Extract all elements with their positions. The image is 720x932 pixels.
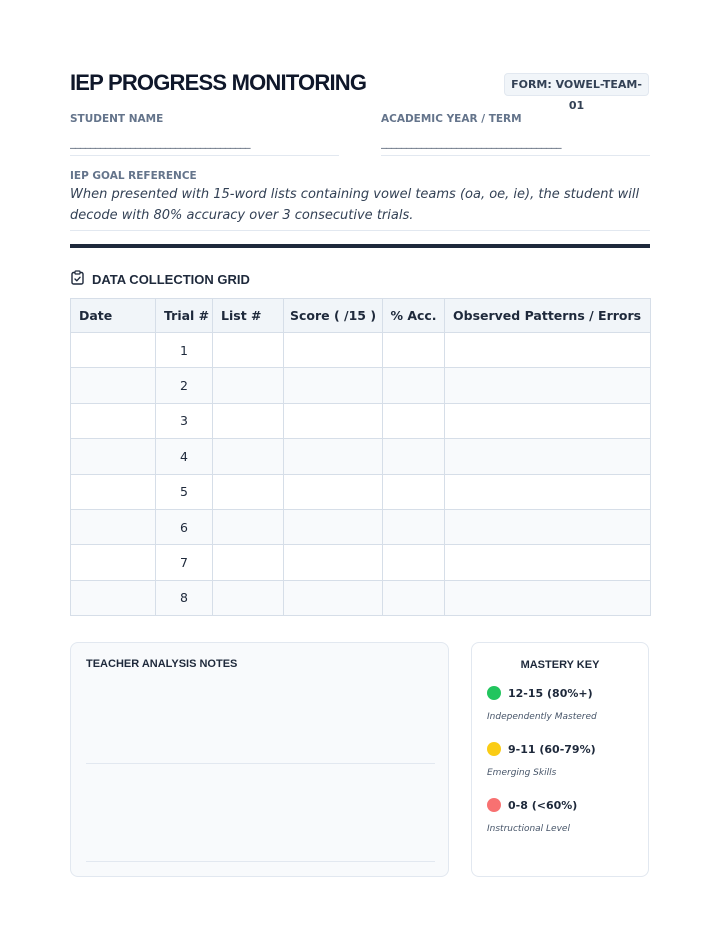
accuracy-cell[interactable] (383, 545, 445, 580)
teacher-notes-panel[interactable] (70, 642, 449, 877)
column-header-patterns: Observed Patterns / Errors (445, 299, 651, 333)
table-header-row (71, 299, 651, 333)
table-row (71, 333, 651, 368)
patterns-cell[interactable] (445, 333, 651, 368)
goal-divider (70, 230, 650, 231)
trial-number-cell: 5 (156, 474, 213, 509)
table-row (71, 474, 651, 509)
date-cell[interactable] (71, 509, 156, 544)
patterns-cell[interactable] (445, 509, 651, 544)
grid-heading (71, 270, 250, 289)
date-cell[interactable] (71, 368, 156, 403)
score-cell[interactable] (284, 403, 383, 438)
student-name-underline (70, 155, 339, 156)
column-header-list: List # (213, 299, 284, 333)
section-divider (70, 244, 650, 248)
mastery-key-panel (471, 642, 649, 877)
academic-year-underline (381, 155, 650, 156)
teacher-notes-title: TEACHER ANALYSIS NOTES (86, 658, 238, 670)
grid-title: DATA COLLECTION GRID (92, 272, 250, 287)
red-dot-icon (487, 798, 501, 812)
list-number-cell[interactable] (213, 509, 284, 544)
trial-number-cell: 1 (156, 333, 213, 368)
mastery-level-emerging (487, 742, 596, 756)
patterns-cell[interactable] (445, 580, 651, 615)
form-code-badge: FORM: VOWEL-TEAM-01 (504, 73, 649, 96)
mastery-description: Emerging Skills (487, 768, 557, 778)
accuracy-cell[interactable] (383, 403, 445, 438)
mastery-level-mastered (487, 686, 593, 700)
mastery-description: Instructional Level (487, 824, 570, 834)
score-cell[interactable] (284, 368, 383, 403)
student-name-label: STUDENT NAME (70, 113, 164, 125)
yellow-dot-icon (487, 742, 501, 756)
mastery-range: 9-11 (60-79%) (508, 742, 596, 756)
mastery-key-title: MASTERY KEY (520, 659, 600, 671)
patterns-cell[interactable] (445, 439, 651, 474)
mastery-level-instructional (487, 798, 577, 812)
date-cell[interactable] (71, 403, 156, 438)
clipboard-check-icon (71, 270, 84, 289)
green-dot-icon (487, 686, 501, 700)
list-number-cell[interactable] (213, 545, 284, 580)
accuracy-cell[interactable] (383, 509, 445, 544)
trial-number-cell: 7 (156, 545, 213, 580)
date-cell[interactable] (71, 474, 156, 509)
list-number-cell[interactable] (213, 580, 284, 615)
date-cell[interactable] (71, 580, 156, 615)
data-collection-table (70, 298, 651, 616)
table-row (71, 439, 651, 474)
column-header-trial: Trial # (156, 299, 213, 333)
date-cell[interactable] (71, 333, 156, 368)
column-header-score: Score ( /15 ) (284, 299, 383, 333)
list-number-cell[interactable] (213, 474, 284, 509)
page-title: IEP PROGRESS MONITORING (70, 70, 367, 95)
score-cell[interactable] (284, 580, 383, 615)
goal-text: When presented with 15-word lists containing vowel teams (oa, oe, ie), the student will decode with 80% accuracy over 3 consecutive trials. (70, 187, 640, 223)
accuracy-cell[interactable] (383, 580, 445, 615)
trial-number-cell: 4 (156, 439, 213, 474)
mastery-range: 12-15 (80%+) (508, 686, 593, 700)
academic-year-field[interactable]: ____________________________________ (381, 136, 561, 149)
accuracy-cell[interactable] (383, 368, 445, 403)
accuracy-cell[interactable] (383, 333, 445, 368)
table-row (71, 509, 651, 544)
patterns-cell[interactable] (445, 368, 651, 403)
date-cell[interactable] (71, 545, 156, 580)
patterns-cell[interactable] (445, 403, 651, 438)
column-header-accuracy: % Acc. (383, 299, 445, 333)
accuracy-cell[interactable] (383, 439, 445, 474)
score-cell[interactable] (284, 509, 383, 544)
patterns-cell[interactable] (445, 545, 651, 580)
list-number-cell[interactable] (213, 368, 284, 403)
goal-label: IEP GOAL REFERENCE (70, 170, 197, 182)
trial-number-cell: 3 (156, 403, 213, 438)
student-name-field[interactable]: ____________________________________ (70, 136, 250, 149)
mastery-range: 0-8 (<60%) (508, 798, 578, 812)
accuracy-cell[interactable] (383, 474, 445, 509)
score-cell[interactable] (284, 333, 383, 368)
notes-writing-line (86, 763, 435, 764)
list-number-cell[interactable] (213, 333, 284, 368)
notes-writing-line (86, 861, 435, 862)
trial-number-cell: 6 (156, 509, 213, 544)
table-row (71, 368, 651, 403)
academic-year-label: ACADEMIC YEAR / TERM (381, 113, 522, 125)
score-cell[interactable] (284, 439, 383, 474)
mastery-description: Independently Mastered (487, 712, 597, 722)
trial-number-cell: 2 (156, 368, 213, 403)
score-cell[interactable] (284, 474, 383, 509)
table-row (71, 580, 651, 615)
trial-number-cell: 8 (156, 580, 213, 615)
list-number-cell[interactable] (213, 439, 284, 474)
list-number-cell[interactable] (213, 403, 284, 438)
column-header-date: Date (71, 299, 156, 333)
patterns-cell[interactable] (445, 474, 651, 509)
table-row (71, 403, 651, 438)
date-cell[interactable] (71, 439, 156, 474)
table-row (71, 545, 651, 580)
score-cell[interactable] (284, 545, 383, 580)
